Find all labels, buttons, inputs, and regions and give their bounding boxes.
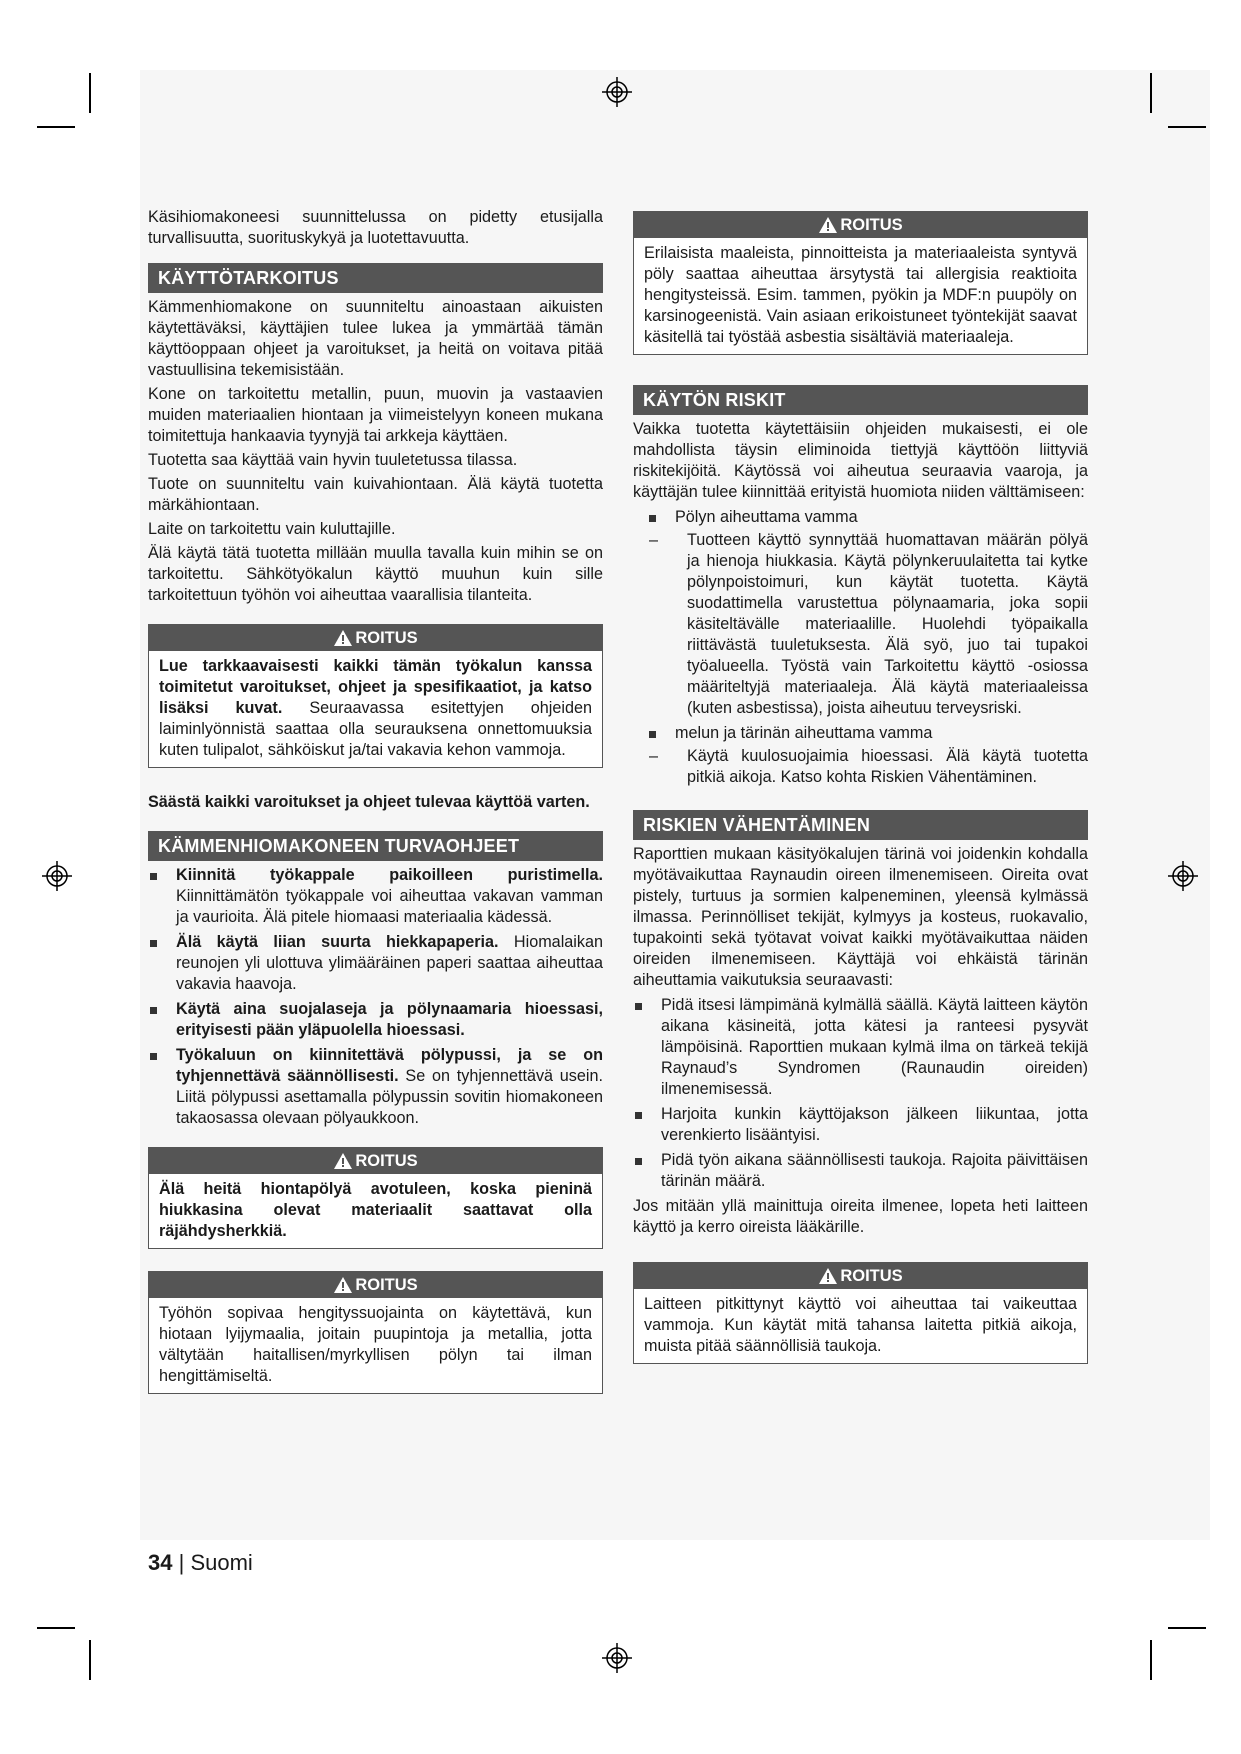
warning-text: Erilaisista maaleista, pinnoitteista ja materiaaleista syntyvä pöly saattaa aiheuttaa ärsytystä tai allergisia reaktioita hengitysteissä. Esim. tammen, pyökin ja MDF:n puupöly on karsinogeenistä. Vain asiaan erikoistuneet työntekijät saavat käsitellä tai työstää asbestia sisältäviä materiaaleja. bbox=[644, 244, 1077, 346]
warning-triangle-icon bbox=[333, 629, 353, 647]
sub-list bbox=[647, 746, 1088, 788]
list-item-text: melun ja tärinän aiheuttama vamma bbox=[675, 724, 933, 742]
crop-mark bbox=[89, 1640, 91, 1680]
crop-mark bbox=[1168, 1627, 1206, 1629]
warning-text: Seuraavassa esitettyjen ohjeiden laiminlyönnistä saattaa olla seurauksena onnettomuuksia kuten tulipalot, sähköiskut ja/tai vakavia kehon vammoja. bbox=[159, 699, 592, 759]
list-item bbox=[148, 1045, 603, 1129]
sub-list-item: – Tuotteen käyttö synnyttää huomattavan määrän pölyä ja hienoja hiukkasia. Käytä pölynkeruulaitetta tai kytke pölynpoistoimuri, kun käytät tuotetta. Käytä suodattimella varustettua pölynaamaria, joka sopii käsiteltävälle materiaalille. Huolehdi työpaikalla riittävästä tuuletuksesta. Älä syö, juo tai tupakoi työalueella. Työstä vain Tarkoitettu käyttö -osiossa määriteltyjä materiaaleja. Älä käytä materiaaleissa (kuten asbestissa), joista aiheutuu terveysriski. bbox=[647, 530, 1088, 719]
warning-title-text: ROITUS bbox=[840, 1267, 903, 1285]
crop-mark bbox=[1150, 1640, 1152, 1680]
warning-bold-text: Älä heitä hiontapölyä avotuleen, koska pieninä hiukkasina olevat materiaalit saattavat olla räjähdysherkkiä. bbox=[159, 1180, 592, 1240]
list-item-text: Hiomalaikan reunojen yli ulottuva ylimääräinen paperi saattaa aiheuttaa vakavia haavoja. bbox=[176, 933, 603, 993]
reduction-list bbox=[633, 995, 1088, 1192]
warning-title bbox=[149, 1148, 602, 1174]
warning-body bbox=[634, 1289, 1087, 1363]
paragraph: Tuotetta saa käyttää vain hyvin tuuletetussa tilassa. bbox=[148, 451, 518, 469]
list-item: Harjoita kunkin käyttöjakson jälkeen liikuntaa, jotta verenkierto lisääntyisi. bbox=[633, 1104, 1088, 1146]
warning-box bbox=[148, 1147, 603, 1249]
warning-triangle-icon bbox=[818, 216, 838, 234]
paragraph: Jos mitään yllä mainittuja oireita ilmenee, lopeta heti laitteen käyttö ja kerro oireista lääkärille. bbox=[633, 1197, 1088, 1236]
left-column bbox=[148, 207, 603, 1404]
list-item-bold: Työkaluun on kiinnitettävä pölypussi, ja se on tyhjennettävä säännöllisesti. bbox=[176, 1046, 603, 1085]
warning-title bbox=[634, 1263, 1087, 1289]
registration-mark-icon bbox=[1168, 861, 1198, 891]
right-column bbox=[633, 207, 1088, 1374]
warning-title-text: ROITUS bbox=[355, 629, 418, 647]
save-instructions-note: Säästä kaikki varoitukset ja ohjeet tulevaa käyttöä varten. bbox=[148, 793, 590, 811]
list-item-bold: Älä käytä liian suurta hiekkapaperia. bbox=[176, 933, 499, 951]
crop-mark bbox=[1168, 126, 1206, 128]
risks-list bbox=[647, 507, 1088, 788]
registration-mark-icon bbox=[602, 77, 632, 107]
warning-title-text: ROITUS bbox=[840, 216, 903, 234]
list-item-bold: Kiinnitä työkappale paikoilleen puristimella. bbox=[176, 866, 603, 884]
footer-separator: | bbox=[172, 1550, 191, 1575]
warning-box bbox=[148, 624, 603, 768]
warning-body bbox=[634, 238, 1087, 354]
warning-body bbox=[149, 1174, 602, 1248]
sub-list-item: – Käytä kuulosuojaimia hioessasi. Älä käytä tuotetta pitkiä aikoja. Katso kohta Riskien Vähentäminen. bbox=[647, 746, 1088, 788]
list-item bbox=[148, 932, 603, 995]
warning-title-text: ROITUS bbox=[355, 1152, 418, 1170]
registration-mark-icon bbox=[602, 1643, 632, 1673]
paragraph: Kämmenhiomakone on suunniteltu ainoastaan aikuisten käytettäväksi, käyttäjien tulee lukea ja ymmärtää tämän käyttöoppaan ohjeet ja varoitukset, ja heitä on voitava pitää vastuullisina tekemisistään. bbox=[148, 298, 603, 379]
intro-paragraph: Käsihiomakoneesi suunnittelussa on pidetty etusijalla turvallisuutta, suorituskykyä ja luotettavuutta. bbox=[148, 208, 603, 247]
section-heading-risk-reduction: RISKIEN VÄHENTÄMINEN bbox=[633, 810, 1088, 840]
warning-body bbox=[149, 1298, 602, 1393]
warning-box bbox=[148, 1271, 603, 1394]
crop-mark bbox=[1150, 73, 1152, 113]
list-item: Pidä itsesi lämpimänä kylmällä säällä. Käytä laitteen käytön aikana käsineitä, jotta kätesi ja ranteesi pysyvät lämpöisinä. Raporttien mukaan kylmä ilma on tärkeä tekijä Raynaud’s Syndromen (Raunaudin oireiden) ilmenemisessä. bbox=[633, 995, 1088, 1100]
warning-triangle-icon bbox=[333, 1152, 353, 1170]
warning-text: Laitteen pitkittynyt käyttö voi aiheuttaa tai vaikeuttaa vammoja. Kun käytät mitä tahansa laitetta pitkiä aikoja, muista pitää säännöllisiä taukoja. bbox=[644, 1295, 1077, 1355]
warning-triangle-icon bbox=[818, 1267, 838, 1285]
paragraph: Laite on tarkoitettu vain kuluttajille. bbox=[148, 520, 396, 538]
list-item bbox=[148, 865, 603, 928]
crop-mark bbox=[37, 126, 75, 128]
paragraph: Raporttien mukaan käsityökalujen tärinä voi joidenkin kohdalla myötävaikuttaa Raynaudin oireen ilmenemiseen. Oireita ovat pistely, turtuus ja sormien kalpeneminen, yleensä kylmässä ilmassa. Perinnölliset tekijät, kylmyys ja kosteus, ruokavalio, tupakointi sekä työtavat voivat kaikki myötävaikuttaa näiden oireiden ilmenemiseen. Käyttäjä voi ehkäistä tärinän aiheuttamia vaikutuksia seuraavasti: bbox=[633, 845, 1088, 989]
sub-list bbox=[647, 530, 1088, 719]
page-number: 34 bbox=[148, 1550, 173, 1575]
warning-title bbox=[149, 625, 602, 651]
paragraph: Älä käytä tätä tuotetta millään muulla tavalla kuin mihin se on tarkoitettu. Sähkötyökalun käyttö muuhun kuin sille tarkoitettuun työhön voi aiheuttaa vaarallisia tilanteita. bbox=[148, 544, 603, 604]
list-item bbox=[647, 507, 1088, 719]
page-footer bbox=[148, 1550, 253, 1576]
list-item bbox=[148, 999, 603, 1041]
warning-box bbox=[633, 211, 1088, 355]
list-item-text: Kiinnittämätön työkappale voi aiheuttaa vakavan vamman ja vaurioita. Älä pitele hiomaasi materiaalia kädessä. bbox=[176, 887, 603, 926]
warning-title bbox=[149, 1272, 602, 1298]
warning-triangle-icon bbox=[333, 1276, 353, 1294]
footer-language: Suomi bbox=[190, 1550, 253, 1575]
list-item bbox=[647, 723, 1088, 788]
section-heading-risks: KÄYTÖN RISKIT bbox=[633, 385, 1088, 415]
warning-text: Työhön sopivaa hengityssuojainta on käytettävä, kun hiotaan lyijymaalia, joitain puupintoja ja metallia, jotta vältytään haitallisen/myrkyllisen pölyn tai ilman hengittämiseltä. bbox=[159, 1304, 592, 1385]
warning-title-text: ROITUS bbox=[355, 1276, 418, 1294]
section-heading-intended-use: KÄYTTÖTARKOITUS bbox=[148, 263, 603, 293]
warning-title bbox=[634, 212, 1087, 238]
list-item-text: Se on tyhjennettävä usein. Liitä pölypussi asettamalla pölypussin sovitin hiomakoneen takaosassa olevaan pölyaukkoon. bbox=[176, 1067, 603, 1127]
crop-mark bbox=[37, 1627, 75, 1629]
warning-box bbox=[633, 1262, 1088, 1364]
list-item: Pidä työn aikana säännöllisesti taukoja. Rajoita päivittäisen tärinän määrä. bbox=[633, 1150, 1088, 1192]
safety-list bbox=[148, 865, 603, 1129]
list-item-text: Pölyn aiheuttama vamma bbox=[675, 508, 858, 526]
paragraph: Kone on tarkoitettu metallin, puun, muovin ja vastaavien muiden materiaalien hiontaan ja viimeistelyyn koneen mukana toimitettuja hankaavia tyynyjä tai arkkeja käyttäen. bbox=[148, 385, 603, 445]
paragraph: Tuote on suunniteltu vain kuivahiontaan. Älä käytä tuotetta märkähiontaan. bbox=[148, 475, 603, 514]
section-heading-safety: KÄMMENHIOMAKONEEN TURVAOHJEET bbox=[148, 831, 603, 861]
registration-mark-icon bbox=[42, 861, 72, 891]
crop-mark bbox=[89, 73, 91, 113]
paragraph: Vaikka tuotetta käytettäisiin ohjeiden mukaisesti, ei ole mahdollista täysin eliminoida tiettyjä käyttöön liittyviä riskitekijöitä. Käytössä voi aiheutua seuraavia vaaroja, ja käyttäjän tulee kiinnittää erityistä huomiota niiden välttämiseen: bbox=[633, 420, 1088, 501]
warning-body bbox=[149, 651, 602, 767]
list-item-bold: Käytä aina suojalaseja ja pölynaamaria hioessasi, erityisesti pään yläpuolella hioessasi. bbox=[176, 1000, 603, 1039]
warning-bold-text: Lue tarkkaavaisesti kaikki tämän työkalun kanssa toimitetut varoitukset, ohjeet ja spesifikaatiot, ja katso lisäksi kuvat. bbox=[159, 657, 592, 717]
